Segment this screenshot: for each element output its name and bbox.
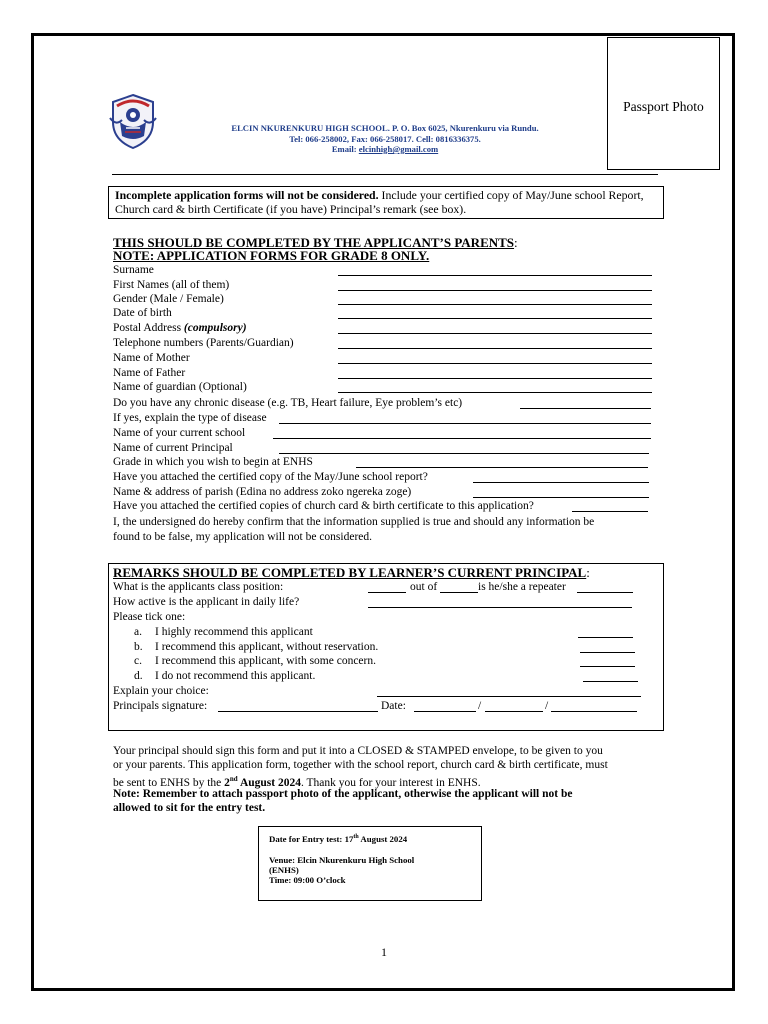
notice-bold: Incomplete application forms will not be considered. [115, 188, 379, 202]
entry-date-suffix: th [353, 834, 359, 840]
class-position-field[interactable] [368, 592, 406, 593]
field-label-disease-type: If yes, explain the type of disease [113, 412, 267, 424]
field-label-gender: Gender (Male / Female) [113, 293, 224, 305]
field-label-grade: Grade in which you wish to begin at ENHS [113, 456, 313, 468]
postal-address-text: Postal Address [113, 322, 184, 334]
deadline-thanks: . Thank you for your interest in ENHS. [300, 776, 481, 789]
remarks-section-heading [113, 566, 590, 579]
field-label-first-names: First Names (all of them) [113, 279, 230, 291]
passport-photo-label: Passport Photo [623, 99, 704, 114]
out-of-label: out of [410, 581, 438, 593]
field-label-date-of-birth: Date of birth [113, 307, 172, 319]
school-name-address: ELCIN NKURENKURU HIGH SCHOOL. P. O. Box 6025, Nkurenkuru via Rundu. [231, 123, 539, 133]
field-label-parish: Name & address of parish (Edina no address zoko ngereka zoge) [113, 486, 412, 498]
parents-heading-colon: : [514, 235, 518, 250]
repeater-field[interactable] [577, 592, 633, 593]
option-b-tick-field[interactable] [580, 652, 635, 653]
field-label-postal-address [113, 322, 247, 334]
option-a-text: I highly recommend this applicant [155, 626, 313, 638]
current-principal-field[interactable] [279, 453, 649, 454]
entry-test-venue-2: (ENHS) [269, 864, 299, 875]
notice-box [108, 186, 664, 219]
gender-field[interactable] [338, 304, 652, 305]
deadline-intro: be sent to ENHS by the [113, 776, 225, 789]
mother-name-field[interactable] [338, 363, 652, 364]
surname-field[interactable] [338, 275, 652, 276]
date-year-field[interactable] [551, 711, 637, 712]
deadline-day: 2 [224, 776, 230, 789]
parish-field[interactable] [473, 497, 649, 498]
date-separator-1: / [478, 700, 482, 712]
school-crest-logo [108, 92, 158, 150]
school-header [175, 123, 595, 155]
page-number: 1 [381, 945, 387, 959]
postal-address-field[interactable] [338, 333, 652, 334]
school-email-line [175, 144, 595, 155]
entry-test-date [269, 832, 471, 844]
passport-photo-box [607, 37, 720, 170]
field-label-school-report: Have you attached the certified copy of the May/June school report? [113, 471, 428, 483]
guardian-name-field[interactable] [338, 392, 652, 393]
field-label-telephone: Telephone numbers (Parents/Guardian) [113, 337, 294, 349]
field-label-guardian: Name of guardian (Optional) [113, 381, 247, 393]
field-label-chronic-disease: Do you have any chronic disease (e.g. TB, Heart failure, Eye problem’s etc) [113, 397, 463, 409]
entry-date-text: Date for Entry test: 17 [269, 833, 354, 844]
option-c-text: I recommend this applicant, with some concern. [155, 655, 376, 667]
option-b-text: I recommend this applicant, without reservation. [155, 641, 379, 653]
entry-test-time: Time: 09:00 O’clock [269, 874, 346, 885]
date-separator-2: / [545, 700, 549, 712]
field-label-mother: Name of Mother [113, 352, 190, 364]
tick-instruction: Please tick one: [113, 611, 186, 623]
first-names-field[interactable] [338, 290, 652, 291]
active-label: How active is the applicant in daily life? [113, 596, 300, 608]
class-position-label: What is the applicants class position: [113, 581, 284, 593]
school-phone-line: Tel: 066-258002, Fax: 066-258017. Cell: 0816336375. [289, 133, 481, 144]
remarks-heading-colon: : [586, 565, 590, 580]
grade-field[interactable] [356, 467, 648, 468]
date-month-field[interactable] [485, 711, 543, 712]
date-of-birth-field[interactable] [338, 318, 652, 319]
principal-signature-field[interactable] [218, 711, 378, 712]
option-d-tick-field[interactable] [583, 681, 638, 682]
grade8-note: NOTE: APPLICATION FORMS FOR GRADE 8 ONLY. [113, 248, 430, 263]
active-field[interactable] [368, 607, 632, 608]
current-school-field[interactable] [273, 438, 651, 439]
deadline-month-year: August 2024 [237, 776, 301, 789]
disease-type-field[interactable] [279, 423, 651, 424]
field-label-current-principal: Name of current Principal [113, 442, 233, 454]
option-a-letter: a. [134, 626, 142, 638]
explain-choice-field[interactable] [377, 696, 641, 697]
repeater-label: is he/she a repeater [478, 581, 566, 593]
school-report-field[interactable] [473, 482, 649, 483]
explain-choice-label: Explain your choice: [113, 685, 209, 697]
option-c-letter: c. [134, 655, 142, 667]
header-divider [112, 174, 658, 175]
closing-line-2: or your parents. This application form, together with the school report, church card & birth certificate, must [113, 759, 608, 771]
photo-note-line-2: allowed to sit for the entry test. [113, 802, 266, 814]
church-card-field[interactable] [572, 511, 648, 512]
telephone-field[interactable] [338, 348, 652, 349]
field-label-surname: Surname [113, 264, 154, 276]
entry-test-venue-1: Venue: Elcin Nkurenkuru High School [269, 854, 415, 865]
entry-date-month-year: August 2024 [358, 833, 408, 844]
signature-label: Principals signature: [113, 700, 208, 712]
option-d-letter: d. [134, 670, 143, 682]
father-name-field[interactable] [338, 378, 652, 379]
school-email-link[interactable]: elcinhigh@gmail.com [358, 144, 439, 154]
option-c-tick-field[interactable] [580, 666, 635, 667]
option-a-tick-field[interactable] [578, 637, 633, 638]
parents-heading-text: THIS SHOULD BE COMPLETED BY THE APPLICANT’S PARENTS [113, 235, 515, 250]
photo-note-line-1: Note: Remember to attach passport photo of the applicant, otherwise the applicant will not be [113, 788, 573, 800]
postal-compulsory-note: (compulsory) [183, 322, 247, 334]
declaration-line-2: found to be false, my application will not be considered. [113, 531, 373, 543]
notice-text: Include your certified copy of May/June school Report, Church card & birth Certificate (if you have) Principal’s remark (see box). [115, 188, 644, 216]
closing-line-1: Your principal should sign this form and put it into a CLOSED & STAMPED envelope, to be given to you [113, 745, 603, 757]
field-label-church-card: Have you attached the certified copies of church card & birth certificate to this application? [113, 500, 534, 512]
date-day-field[interactable] [414, 711, 476, 712]
date-label: Date: [381, 700, 406, 712]
declaration-line-1: I, the undersigned do hereby confirm that the information supplied is true and should any information be [113, 516, 595, 528]
email-prefix: Email: [331, 144, 359, 154]
chronic-disease-field[interactable] [520, 408, 651, 409]
option-b-letter: b. [134, 641, 143, 653]
deadline-day-suffix: nd [229, 775, 238, 783]
option-d-text: I do not recommend this applicant. [155, 670, 316, 682]
remarks-heading-text: REMARKS SHOULD BE COMPLETED BY LEARNER’S CURRENT PRINCIPAL [113, 565, 587, 580]
entry-test-box [258, 826, 482, 901]
class-size-field[interactable] [440, 592, 478, 593]
field-label-current-school: Name of your current school [113, 427, 246, 439]
field-label-father: Name of Father [113, 367, 186, 379]
